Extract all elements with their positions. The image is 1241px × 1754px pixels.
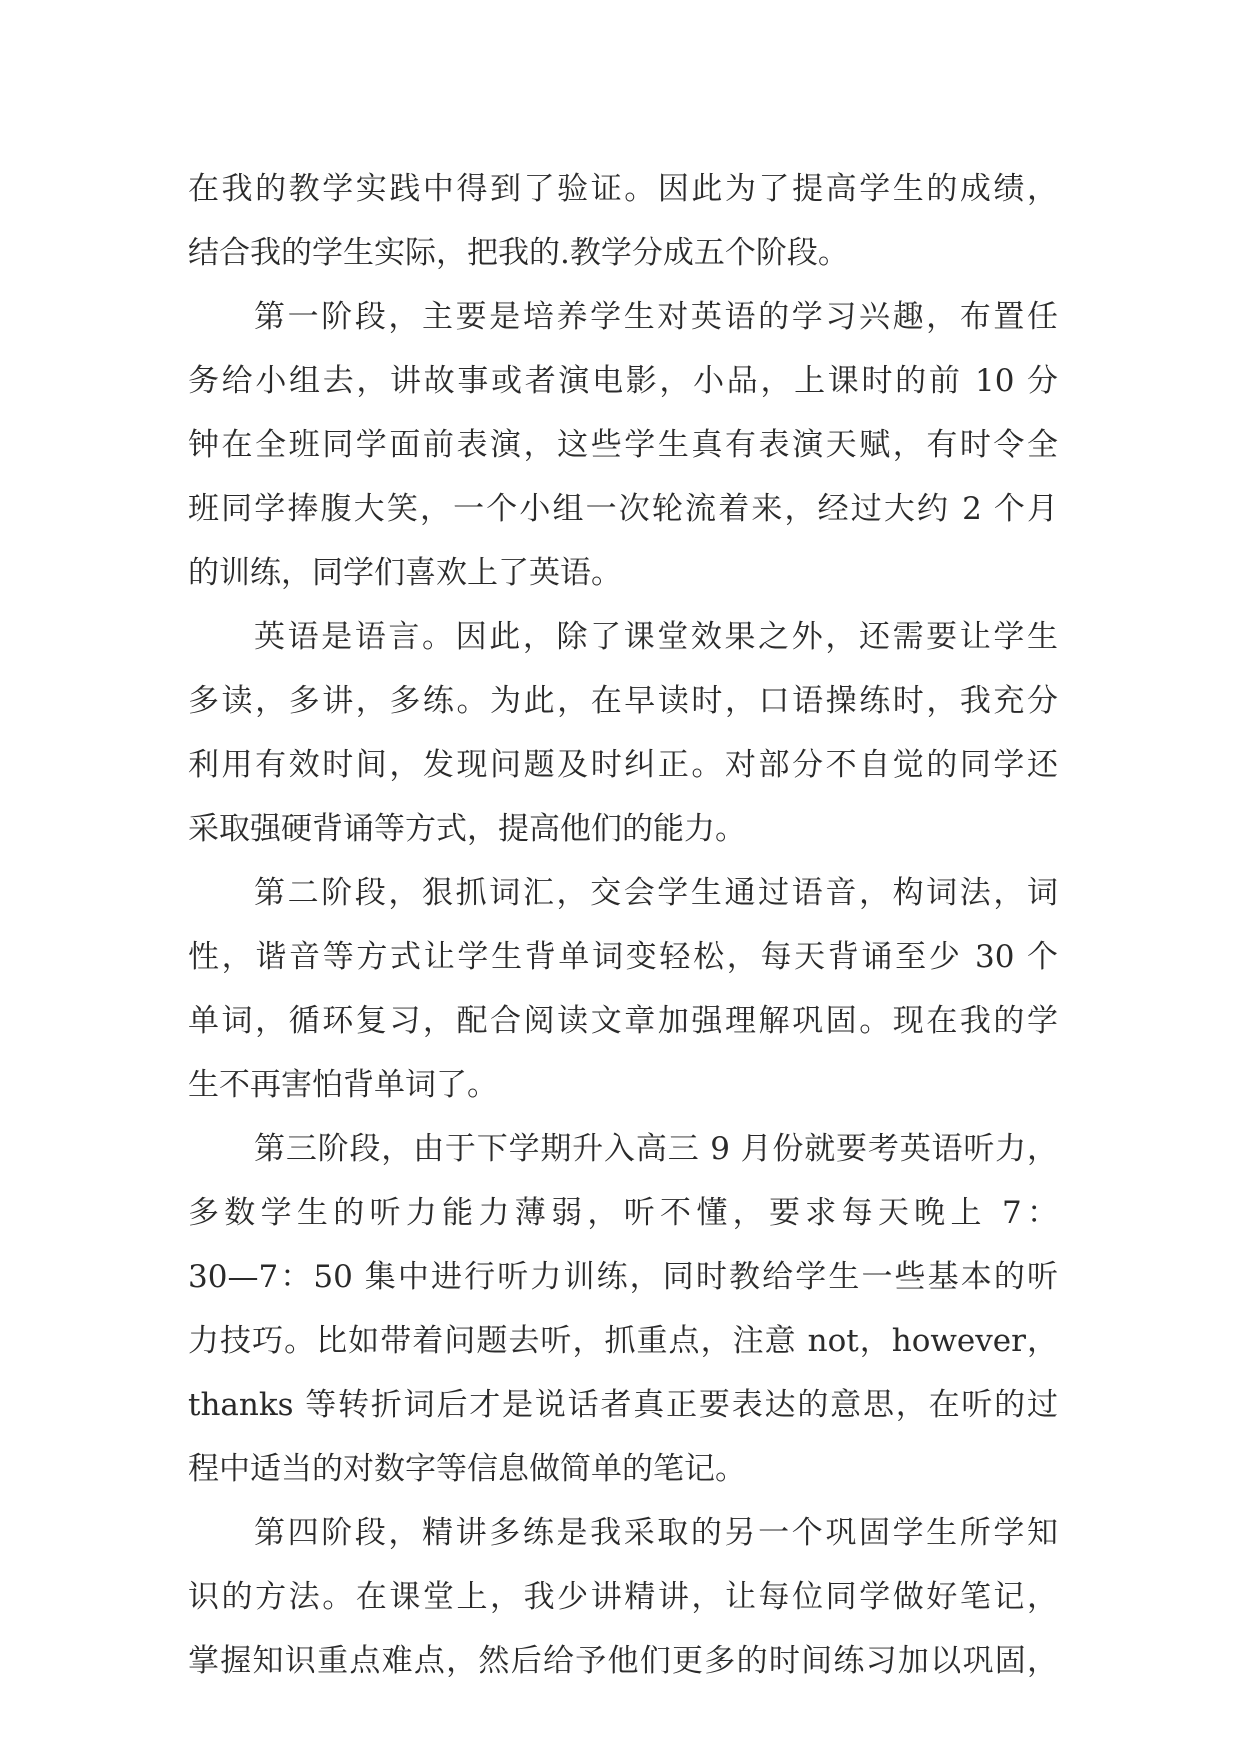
text-line: 钟在全班同学面前表演，这些学生真有表演天赋，有时令全 [188,427,1058,463]
text-line: 掌握知识重点难点，然后给予他们更多的时间练习加以巩固， [188,1643,1058,1679]
text-line: 多读，多讲，多练。为此，在早读时，口语操练时，我充分 [188,683,1058,719]
paragraph-first-line: 第三阶段，由于下学期升入高三 9 月份就要考英语听力， [254,1131,1058,1167]
text-line: 程中适当的对数字等信息做简单的笔记。 [188,1451,746,1487]
paragraph-first-line: 第一阶段，主要是培养学生对英语的学习兴趣，布置任 [254,299,1058,335]
text-line: 识的方法。在课堂上，我少讲精讲，让每位同学做好笔记， [188,1579,1058,1615]
text-line: 利用有效时间，发现问题及时纠正。对部分不自觉的同学还 [188,747,1058,783]
paragraph-first-line: 第二阶段，狠抓词汇，交会学生通过语音，构词法，词 [254,875,1058,911]
text-line: 的训练，同学们喜欢上了英语。 [188,555,622,591]
text-line: 30—7：50 集中进行听力训练，同时教给学生一些基本的听 [188,1259,1058,1295]
text-line: 务给小组去，讲故事或者演电影，小品，上课时的前 10 分 [188,363,1058,399]
paragraph-first-line: 第四阶段，精讲多练是我采取的另一个巩固学生所学知 [254,1515,1058,1551]
text-line: 生不再害怕背单词了。 [188,1067,498,1103]
text-line: 采取强硬背诵等方式，提高他们的能力。 [188,811,746,847]
paragraph-first-line: 英语是语言。因此，除了课堂效果之外，还需要让学生 [254,619,1058,655]
text-line: 多数学生的听力能力薄弱，听不懂，要求每天晚上 7： [188,1195,1058,1231]
text-line: 在我的教学实践中得到了验证。因此为了提高学生的成绩， [188,171,1058,207]
text-line: 结合我的学生实际，把我的.教学分成五个阶段。 [188,235,849,271]
body-text [188,157,1058,1693]
text-line: 单词，循环复习，配合阅读文章加强理解巩固。现在我的学 [188,1003,1058,1039]
text-line: 班同学捧腹大笑，一个小组一次轮流着来，经过大约 2 个月 [188,491,1058,527]
text-line: 性，谐音等方式让学生背单词变轻松，每天背诵至少 30 个 [188,939,1058,975]
text-line: 力技巧。比如带着问题去听，抓重点，注意 not，however， [188,1323,1058,1359]
text-line: thanks 等转折词后才是说话者真正要表达的意思，在听的过 [188,1387,1058,1423]
